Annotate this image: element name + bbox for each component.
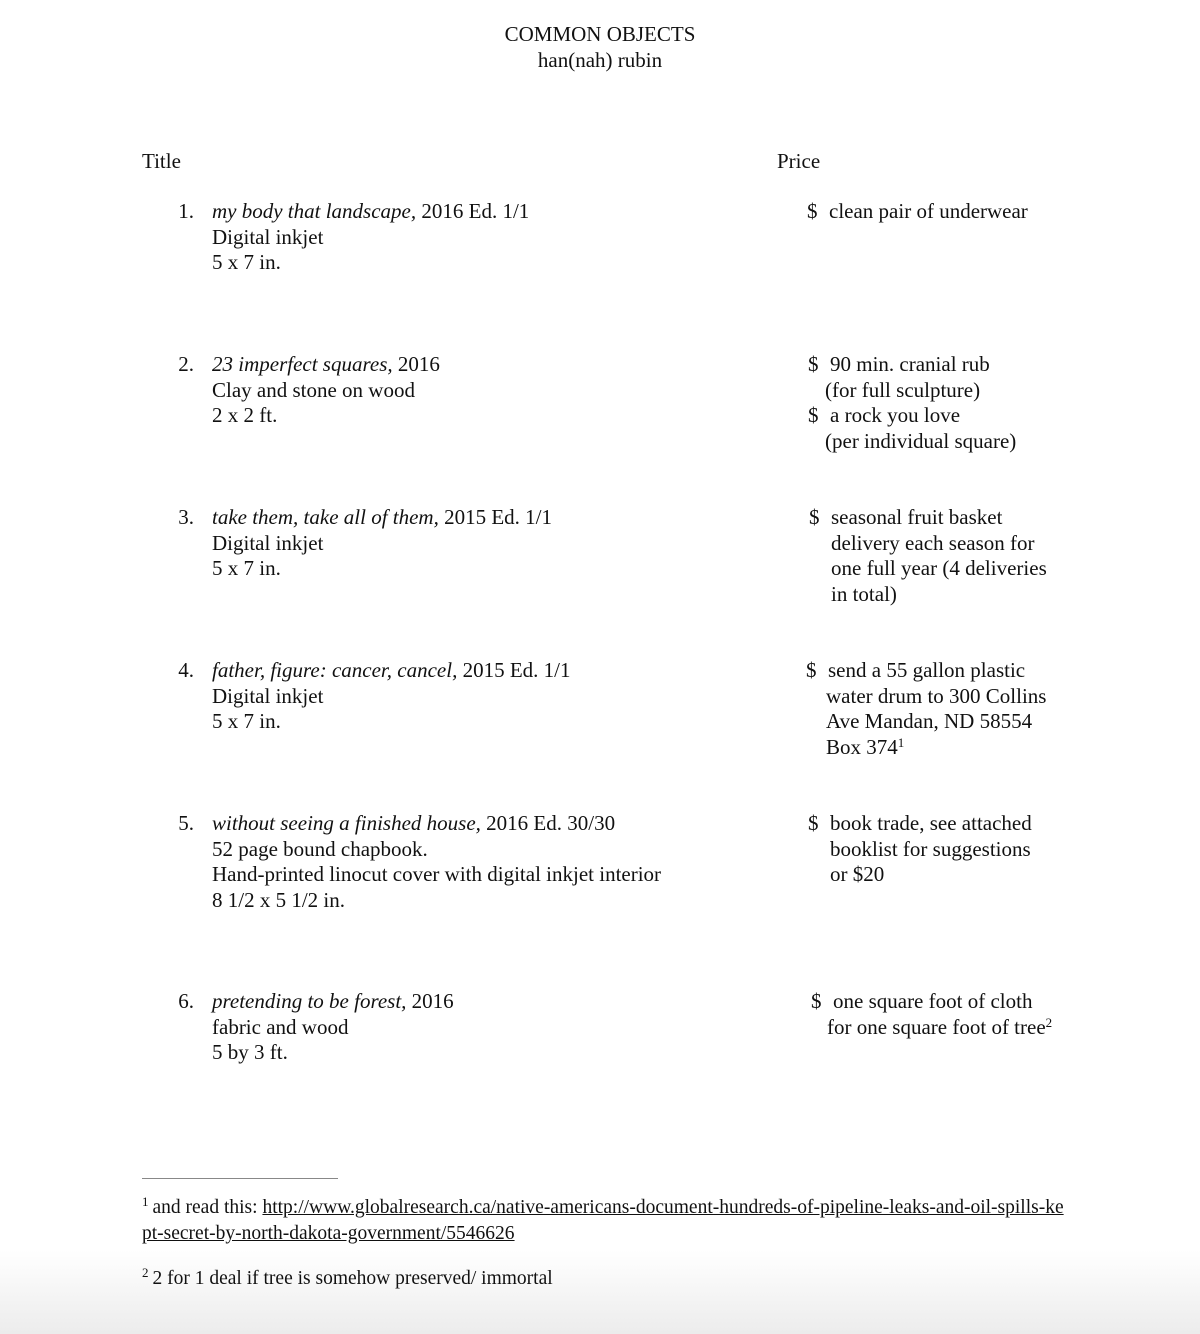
- dollar-sign: $: [809, 505, 820, 529]
- artwork-title: pretending to be forest,: [212, 989, 407, 1013]
- artwork-details: [212, 505, 552, 582]
- footnote-2: [142, 1266, 1072, 1292]
- artwork-details: [212, 989, 454, 1066]
- price-note: (per individual square): [825, 428, 1017, 453]
- footnote-separator: [142, 1178, 338, 1179]
- artwork-title: 23 imperfect squares,: [212, 352, 393, 376]
- artwork-medium: Digital inkjet: [212, 683, 324, 708]
- artwork-dimensions: 5 x 7 in.: [212, 556, 281, 580]
- price-note: Box 374: [826, 734, 898, 759]
- price-text: one square foot of cloth: [833, 989, 1033, 1013]
- price-text: 90 min. cranial rub: [830, 352, 990, 376]
- artwork-medium: Digital inkjet: [212, 530, 324, 555]
- price-block: [807, 199, 1028, 225]
- footnote-mark: 2: [142, 1265, 149, 1280]
- artwork-details: [212, 199, 529, 276]
- price-note: for one square foot of tree: [827, 1014, 1046, 1039]
- price-column-heading: Price: [777, 149, 821, 173]
- price-block: [811, 989, 1052, 1040]
- artwork-year-edition: 2016: [392, 352, 440, 376]
- dollar-sign: $: [808, 403, 819, 427]
- price-block: [809, 505, 1047, 607]
- footnote-reference[interactable]: 1: [897, 734, 905, 750]
- price-text: send a 55 gallon plastic: [828, 658, 1026, 682]
- artwork-year-edition: 2015 Ed. 1/1: [438, 505, 553, 529]
- price-note: Ave Mandan, ND 58554: [826, 709, 1033, 733]
- price-note: booklist for suggestions: [830, 836, 1031, 861]
- document-title: COMMON OBJECTS: [504, 22, 696, 46]
- price-note: in total): [831, 581, 897, 606]
- price-block: [808, 352, 1016, 454]
- artwork-dimensions: 5 x 7 in.: [212, 709, 281, 733]
- entry-number: 3.: [178, 505, 194, 529]
- price-note: one full year (4 deliveries: [831, 556, 1047, 580]
- artwork-details: [212, 658, 571, 735]
- price-text: clean pair of underwear: [829, 199, 1028, 223]
- footnote-reference[interactable]: 2: [1045, 1014, 1053, 1030]
- price-note: (for full sculpture): [825, 377, 981, 402]
- price-text: a rock you love: [830, 403, 961, 427]
- artwork-medium: Hand-printed linocut cover with digital inkjet interior: [212, 862, 662, 886]
- artwork-year-edition: 2016 Ed. 1/1: [416, 199, 530, 223]
- artwork-title: father, figure: cancer, cancel,: [212, 658, 458, 682]
- price-note: water drum to 300 Collins: [826, 683, 1047, 708]
- entry-number: 2.: [178, 352, 194, 376]
- footnote-text: 2 for 1 deal if tree is somehow preserved/ immortal: [152, 1268, 553, 1289]
- footnote-mark: 1: [142, 1194, 149, 1209]
- artwork-dimensions: 5 x 7 in.: [212, 250, 281, 274]
- document-author: han(nah) rubin: [537, 48, 663, 72]
- footnote-text: and read this:: [152, 1197, 263, 1218]
- artwork-details: [212, 811, 661, 913]
- title-column-heading: Title: [142, 149, 181, 173]
- artwork-details: [212, 352, 440, 429]
- price-text: seasonal fruit basket: [831, 505, 1003, 529]
- price-note: or $20: [830, 862, 885, 886]
- artwork-title: my body that landscape,: [212, 199, 417, 223]
- artwork-year-edition: 2015 Ed. 1/1: [457, 658, 571, 682]
- footnote-link[interactable]: http://www.globalresearch.ca/native-americans-document-hundreds-of-pipeline-leaks-and-oil-spills-kept-secret-by-north-dakota-government/5546626: [142, 1197, 1064, 1244]
- entry-number: 1.: [178, 199, 194, 223]
- artwork-medium: Digital inkjet: [212, 224, 324, 249]
- page-bottom-shade: [0, 1250, 1200, 1334]
- artwork-year-edition: 2016 Ed. 30/30: [480, 811, 616, 835]
- artwork-title: without seeing a finished house,: [212, 811, 481, 835]
- price-block: [808, 811, 1032, 888]
- artwork-dimensions: 8 1/2 x 5 1/2 in.: [212, 887, 346, 912]
- dollar-sign: $: [811, 989, 822, 1013]
- artwork-medium: Clay and stone on wood: [212, 377, 415, 402]
- document-header: [0, 21, 1200, 73]
- dollar-sign: $: [807, 199, 818, 223]
- artwork-dimensions: 2 x 2 ft.: [212, 403, 278, 427]
- entry-number: 6.: [178, 989, 194, 1013]
- artwork-year-edition: 2016: [406, 989, 454, 1013]
- artwork-format: 52 page bound chapbook.: [212, 836, 428, 861]
- dollar-sign: $: [808, 811, 819, 835]
- dollar-sign: $: [808, 352, 819, 376]
- footnote-1: [142, 1195, 1072, 1247]
- artwork-title: take them, take all of them,: [212, 505, 439, 529]
- price-block: [806, 658, 1046, 760]
- price-text: book trade, see attached: [830, 811, 1032, 835]
- artwork-dimensions: 5 by 3 ft.: [212, 1040, 288, 1064]
- entry-number: 5.: [178, 811, 194, 835]
- entry-number: 4.: [178, 658, 194, 682]
- artwork-medium: fabric and wood: [212, 1014, 349, 1039]
- price-note: delivery each season for: [831, 530, 1035, 555]
- dollar-sign: $: [806, 658, 817, 682]
